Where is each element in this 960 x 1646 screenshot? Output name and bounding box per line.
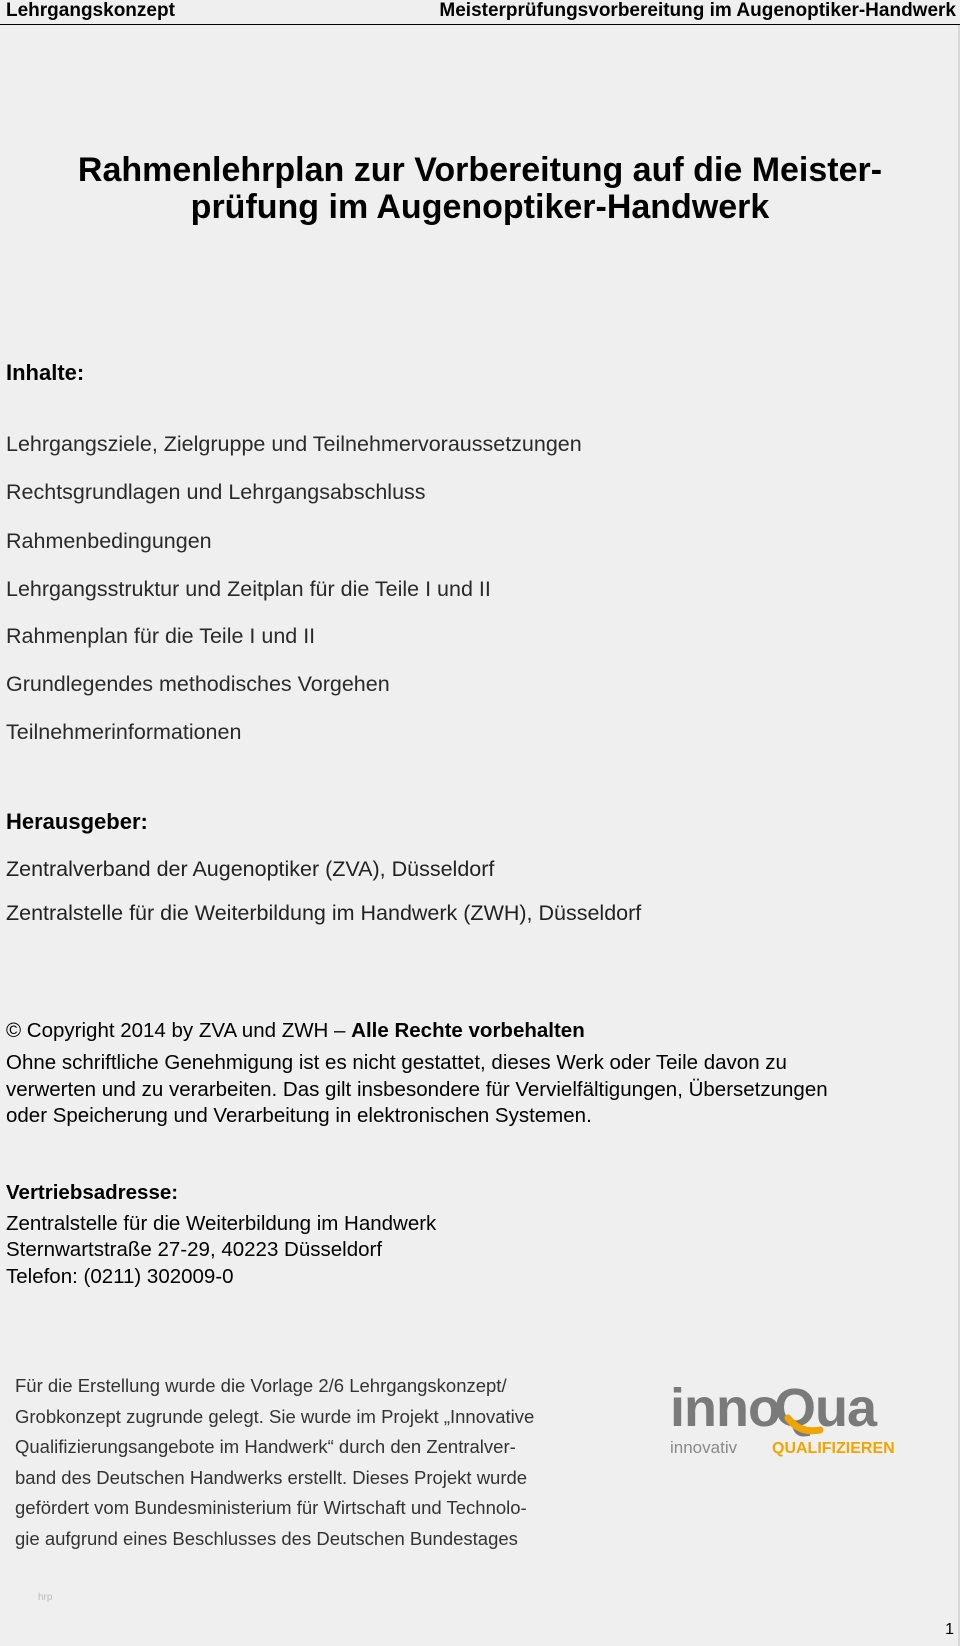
- logo-tagline-innovativ: innovativ: [670, 1438, 738, 1457]
- distribution-line: Telefon: (0211) 302009-0: [6, 1265, 234, 1288]
- distribution-heading: Vertriebsadresse:: [6, 1181, 179, 1204]
- contents-item: Rahmenbedingungen: [6, 529, 212, 553]
- note-line: gefördert vom Bundesministerium für Wirtschaft und Technolo-: [15, 1497, 527, 1518]
- page-number: 1: [945, 1621, 954, 1638]
- innoqua-logo: [670, 1368, 910, 1460]
- publisher-heading: Herausgeber:: [6, 809, 148, 834]
- contents-item: Lehrgangsziele, Zielgruppe und Teilnehmervoraussetzungen: [6, 432, 582, 456]
- note-line: band des Deutschen Handwerks erstellt. Dieses Projekt wurde: [15, 1466, 528, 1488]
- contents-heading: Inhalte:: [6, 360, 85, 385]
- note-line: Für die Erstellung wurde die Vorlage 2/6 Lehrgangskonzept/: [15, 1375, 507, 1396]
- header-right-title: Meisterprüfungsvorbereitung im Augenoptiker-Handwerk: [439, 0, 956, 21]
- copyright-body: [6, 1050, 936, 1130]
- contents-item: Grundlegendes methodisches Vorgehen: [6, 672, 390, 696]
- contents-item: Teilnehmerinformationen: [6, 720, 242, 744]
- copyright-body-line: Ohne schriftliche Genehmigung ist es nicht gestattet, dieses Werk oder Teile davon zu: [6, 1051, 787, 1074]
- logo-tagline-qualifizieren: QUALIFIZIEREN: [772, 1440, 895, 1457]
- logo-wordmark-qua: Qua: [774, 1378, 877, 1438]
- document-title: [0, 152, 960, 226]
- publisher-item: Zentralverband der Augenoptiker (ZVA), Düsseldorf: [6, 857, 495, 881]
- distribution-line: Sternwartstraße 27-29, 40223 Düsseldorf: [6, 1238, 383, 1261]
- title-line-2: prüfung im Augenoptiker-Handwerk: [190, 188, 770, 226]
- logo-graphic: [670, 1368, 910, 1460]
- logo-wordmark-inno: inno: [670, 1378, 780, 1438]
- copyright-body-line: oder Speicherung und Verarbeitung in elektronischen Systemen.: [6, 1104, 592, 1127]
- page-header: [0, 0, 960, 25]
- note-line: Grobkonzept zugrunde gelegt. Sie wurde im Projekt „Innovative: [15, 1405, 535, 1427]
- contents-item: Rahmenplan für die Teile I und II: [6, 624, 316, 648]
- contents-item: Rechtsgrundlagen und Lehrgangsabschluss: [6, 480, 426, 504]
- template-note: [15, 1371, 615, 1554]
- copyright-line: [6, 1018, 585, 1044]
- note-line: Qualifizierungsangebote im Handwerk“ durch den Zentralver-: [15, 1436, 516, 1457]
- copyright-rights: Alle Rechte vorbehalten: [351, 1019, 585, 1042]
- title-line-1: Rahmenlehrplan zur Vorbereitung auf die Meister-: [77, 151, 883, 189]
- faint-mark: hrp: [38, 1592, 53, 1603]
- publisher-item: Zentralstelle für die Weiterbildung im Handwerk (ZWH), Düsseldorf: [6, 901, 642, 925]
- note-line: gie aufgrund eines Beschlusses des Deutschen Bundestages: [15, 1527, 518, 1549]
- contents-item: Lehrgangsstruktur und Zeitplan für die Teile I und II: [6, 577, 491, 601]
- copyright-body-line: verwerten und zu verarbeiten. Das gilt insbesondere für Vervielfältigungen, Übersetzungen: [6, 1077, 828, 1101]
- copyright-text: © Copyright 2014 by ZVA und ZWH –: [6, 1019, 352, 1042]
- header-left-title: Lehrgangskonzept: [6, 0, 175, 21]
- distribution-line: Zentralstelle für die Weiterbildung im Handwerk: [6, 1212, 437, 1235]
